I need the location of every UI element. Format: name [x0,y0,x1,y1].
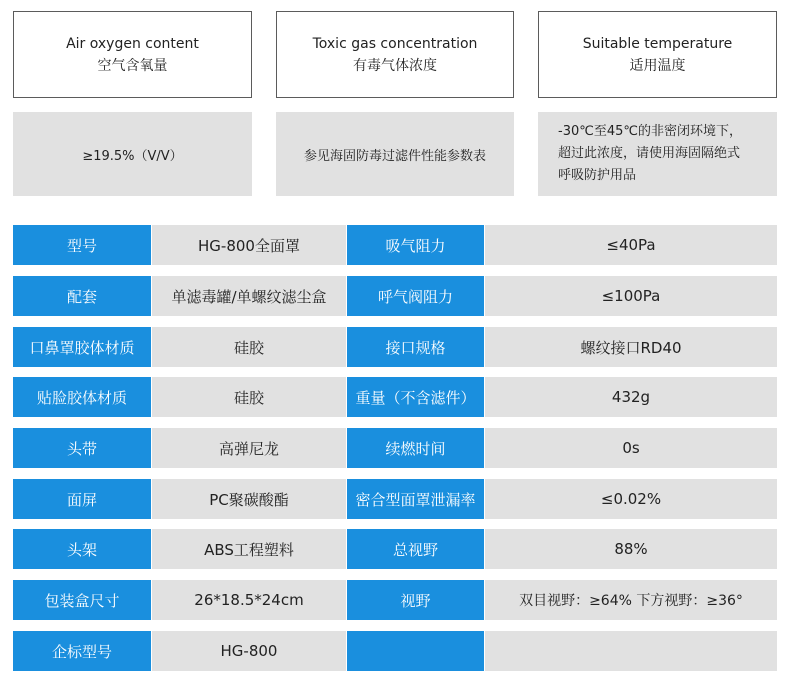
spec-value: 硅胶 [152,327,346,367]
value-oxygen [13,112,252,196]
header-oxygen-zh: 空气含氧量 [97,57,168,74]
spec-row [13,529,777,569]
header-temperature-zh: 适用温度 [629,57,686,74]
spec-label: 视野 [347,580,484,620]
value-oxygen-text: ≥19.5%（V/V） [82,148,183,164]
spec-label: 贴脸胶体材质 [13,377,151,417]
spec-row [13,580,777,620]
spec-value: ≤40Pa [485,225,777,265]
value-temperature [538,112,777,196]
header-toxic-gas-zh: 有毒气体浓度 [353,57,437,74]
value-temperature-line-2: 超过此浓度，请使用海固隔绝式 [558,146,741,161]
header-toxic-gas [276,11,514,98]
spec-value: HG-800 [152,631,346,671]
spec-value: 432g [485,377,777,417]
spec-value: 螺纹接口RD40 [485,327,777,367]
spec-value: PC聚碳酸酯 [152,479,346,519]
spec-label: 密合型面罩泄漏率 [347,479,484,519]
spec-label: 呼气阀阻力 [347,276,484,316]
spec-value [485,631,777,671]
spec-row [13,631,777,671]
spec-value: 88% [485,529,777,569]
spec-row [13,479,777,519]
spec-label [347,631,484,671]
spec-label: 头架 [13,529,151,569]
spec-row [13,327,777,367]
spec-value: 26*18.5*24cm [152,580,346,620]
spec-value: HG-800全面罩 [152,225,346,265]
header-oxygen-en: Air oxygen content [66,35,199,52]
spec-value: ABS工程塑料 [152,529,346,569]
spec-label: 口鼻罩胶体材质 [13,327,151,367]
value-temperature-line-3: 呼吸防护用品 [558,168,637,183]
header-temperature-en: Suitable temperature [582,35,733,52]
spec-label: 型号 [13,225,151,265]
spec-value: 高弹尼龙 [152,428,346,468]
value-toxic-gas-text: 参见海固防毒过滤件性能参数表 [303,148,486,164]
spec-row [13,276,777,316]
header-oxygen [13,11,252,98]
spec-value: ≤100Pa [485,276,777,316]
spec-row [13,428,777,468]
spec-label: 总视野 [347,529,484,569]
header-toxic-gas-en: Toxic gas concentration [312,35,478,52]
spec-value: ≤0.02% [485,479,777,519]
spec-value: 单滤毒罐/单螺纹滤尘盒 [152,276,346,316]
spec-label: 配套 [13,276,151,316]
spec-value: 硅胶 [152,377,346,417]
spec-row [13,225,777,265]
value-temperature-line-1: -30℃至45℃的非密闭环境下， [558,124,742,139]
spec-label: 重量（不含滤件） [347,377,484,417]
spec-label: 续燃时间 [347,428,484,468]
spec-label: 吸气阻力 [347,225,484,265]
spec-row [13,377,777,417]
value-toxic-gas [276,112,514,196]
header-temperature [538,11,777,98]
spec-label: 企标型号 [13,631,151,671]
spec-label: 包装盒尺寸 [13,580,151,620]
spec-label: 接口规格 [347,327,484,367]
spec-label: 面屏 [13,479,151,519]
spec-value: 双目视野：≥64% 下方视野：≥36° [485,580,777,620]
spec-label: 头带 [13,428,151,468]
spec-value: 0s [485,428,777,468]
